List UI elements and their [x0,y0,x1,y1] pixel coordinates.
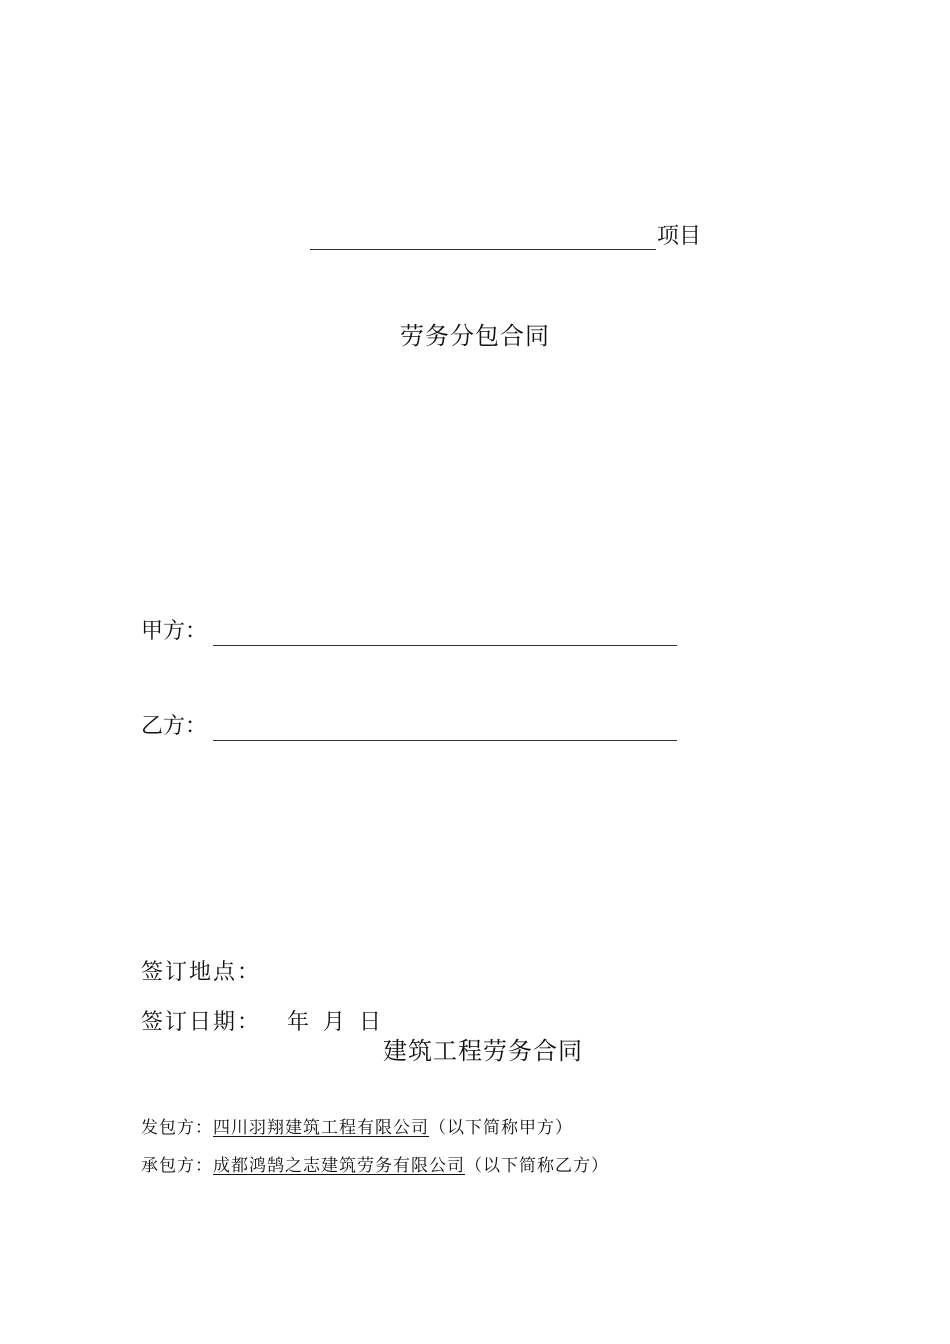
issuer-line [141,1113,573,1138]
party-b-row [141,713,677,741]
sign-place: 签订地点： [141,960,262,985]
issuer-label: 发包方： [141,1118,213,1138]
date-year: 年 [287,1010,310,1035]
contract-title: 建筑工程劳务合同 [383,1037,583,1065]
project-suffix: 项目 [657,224,702,249]
date-month: 月 [323,1010,346,1035]
party-a-row [141,618,677,646]
contractor-name: 成都鸿鹄之志建筑劳务有限公司 [213,1156,465,1176]
sign-date-row [141,1005,381,1036]
party-b-label: 乙方： [141,714,208,739]
party-b-blank [213,714,677,741]
party-a-blank [213,619,677,646]
contractor-line [141,1151,609,1176]
contractor-note: （以下简称乙方） [465,1156,609,1176]
date-day: 日 [359,1010,382,1035]
cover-title: 劳务分包合同 [400,322,550,350]
sign-date-label: 签订日期： [141,1010,262,1035]
project-name-blank [310,225,656,250]
project-title-line [310,224,701,250]
issuer-name: 四川羽翔建筑工程有限公司 [213,1118,429,1138]
contractor-label: 承包方： [141,1156,213,1176]
issuer-note: （以下简称甲方） [429,1118,573,1138]
party-a-label: 甲方： [141,619,208,644]
